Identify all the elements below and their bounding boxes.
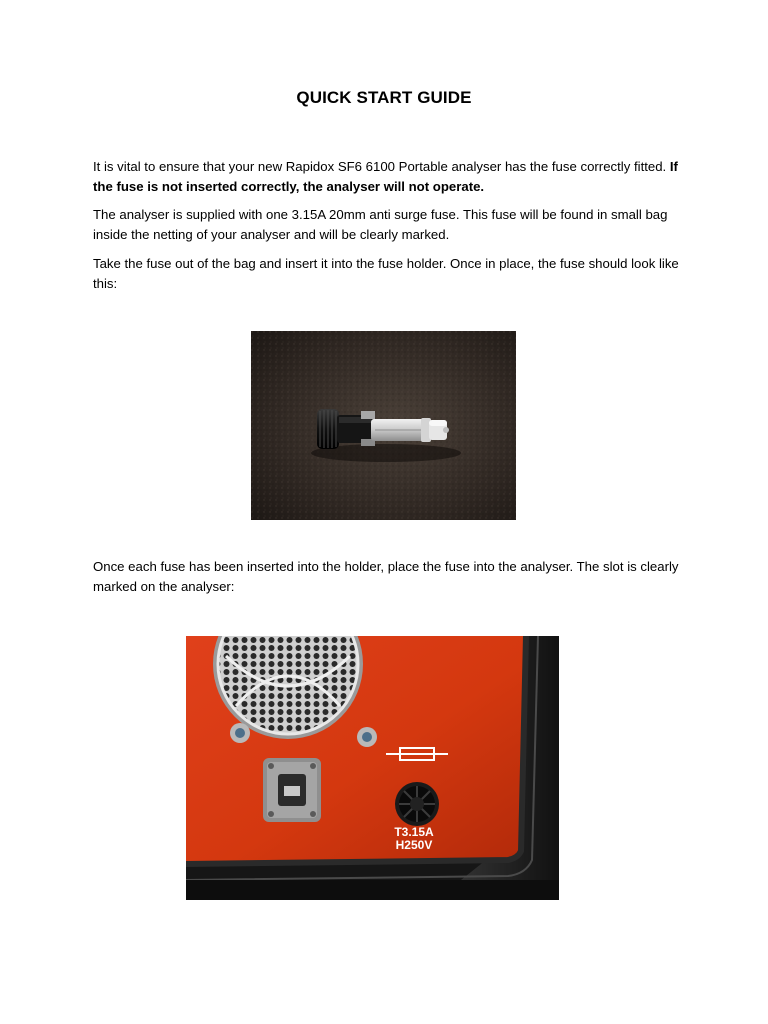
place-fuse-paragraph: Once each fuse has been inserted into the holder, place the fuse into the analyser. The slot is clearly marked on the analyser:	[93, 559, 679, 594]
intro-paragraph	[93, 157, 683, 196]
fuse-rating-label: T3.15A	[394, 825, 434, 839]
intro-text: It is vital to ensure that your new Rapidox SF6 6100 Portable analyser has the fuse correctly fitted.	[93, 159, 670, 174]
insert-fuse-paragraph: Take the fuse out of the bag and insert it into the fuse holder. Once in place, the fuse should look like this:	[93, 256, 679, 291]
page-title: QUICK START GUIDE	[296, 88, 472, 107]
fuse-voltage-label: H250V	[395, 838, 433, 852]
analyser-panel-photo	[186, 636, 559, 900]
intro-warning: If the fuse is not inserted correctly, the analyser will not operate.	[93, 159, 678, 194]
fuse-supply-paragraph: The analyser is supplied with one 3.15A 20mm anti surge fuse. This fuse will be found in small bag inside the netting of your analyser and will be clearly marked.	[93, 207, 668, 242]
fuse-holder-photo	[251, 331, 516, 520]
